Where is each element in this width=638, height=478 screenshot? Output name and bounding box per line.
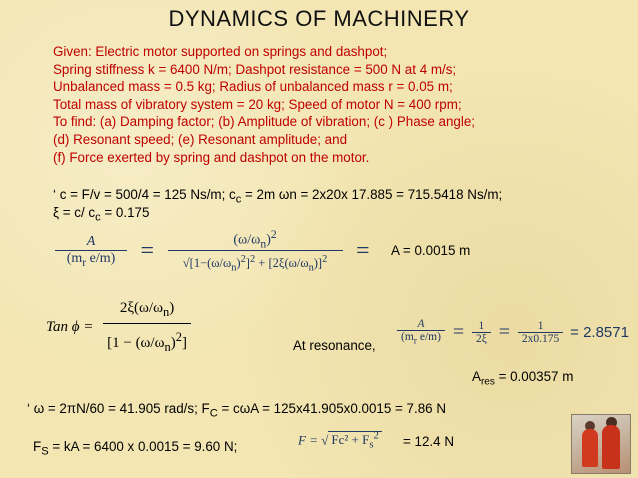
given-line: Spring stiffness k = 6400 N/m; Dashpot resistance = 500 N at 4 m/s; [53, 61, 457, 77]
given-line: Given: Electric motor supported on springs and dashpot; [53, 44, 388, 59]
spring-force-line: $F_S$ = kA = 6400 x 0.0015 = 9.60 N; [33, 439, 238, 458]
resonance-label: At resonance, [293, 338, 376, 353]
damping-factor-line: ξ = c/ $c_c = 0.175$ [53, 205, 150, 224]
given-line: (f) Force exerted by spring and dashpot on the motor. [53, 149, 370, 165]
given-line: To find: (a) Damping factor; (b) Amplitude of vibration; (c ) Phase angle; [53, 114, 475, 130]
resultant-force-formula: F = √ $Fc^2 + F_s^2$ [298, 430, 382, 451]
phase-angle-fraction: $\frac{2\xi(\omega/\omega_n)}{[1 - (\omega/\omega_n)^2]}$ [103, 300, 191, 355]
resonant-amplitude: $A_{res} = 0.00357$ m [472, 369, 574, 388]
given-line: Unbalanced mass = 0.5 kg; Radius of unbalanced mass r = 0.05 m; [53, 79, 453, 95]
amplitude-ratio: $\frac{A}{(m_r e/m)}$ [55, 234, 127, 269]
amplitude-formula: $\frac{A}{(m_r e/m)}$ = $\frac{(\omega/\omega_n)^2}{√[1-(\omega/\omega_n)^2]^2 + [2\xi(\omega/\omega_n)]^2}$ = [55, 228, 370, 274]
resultant-force-result: = 12.4 N [403, 434, 454, 449]
resonance-formula: $\frac{A}{(m_r e/m)}$ = $\frac{1}{2\xi}$ = $\frac{1}{2x0.175}$ = 2.8571 [397, 318, 629, 346]
amplitude-result: A = 0.0015 m [391, 243, 471, 258]
people-photo [571, 414, 631, 474]
damping-coefficient-line: ‘ c = F/v = 500/4 = 125 Ns/m; $c_c = 2m$ ωn = 2x20x 17.885 = 715.5418 Ns/m; [53, 187, 503, 206]
given-line: (d) Resonant speed; (e) Resonant amplitude; and [53, 131, 348, 147]
amplitude-rhs: $\frac{(\omega/\omega_n)^2}{√[1-(\omega/\omega_n)^2]^2 + [2\xi(\omega/\omega_n)]^2}$ [168, 228, 343, 274]
damping-force-line: ‘ ω = 2πN/60 = 41.905 rad/s; $F_C = c\omega A = 125x41.905x0.0015 = 7.86$ N [27, 401, 447, 420]
given-block [53, 43, 475, 166]
phase-angle-formula: Tan ϕ = $\frac{2\xi(\omega/\omega_n)}{[1 - (\omega/\omega_n)^2]}$ [46, 300, 191, 355]
page-title: DYNAMICS OF MACHINERY [168, 6, 470, 31]
given-line: Total mass of vibratory system = 20 kg; Speed of motor N = 400 rpm; [53, 96, 462, 112]
